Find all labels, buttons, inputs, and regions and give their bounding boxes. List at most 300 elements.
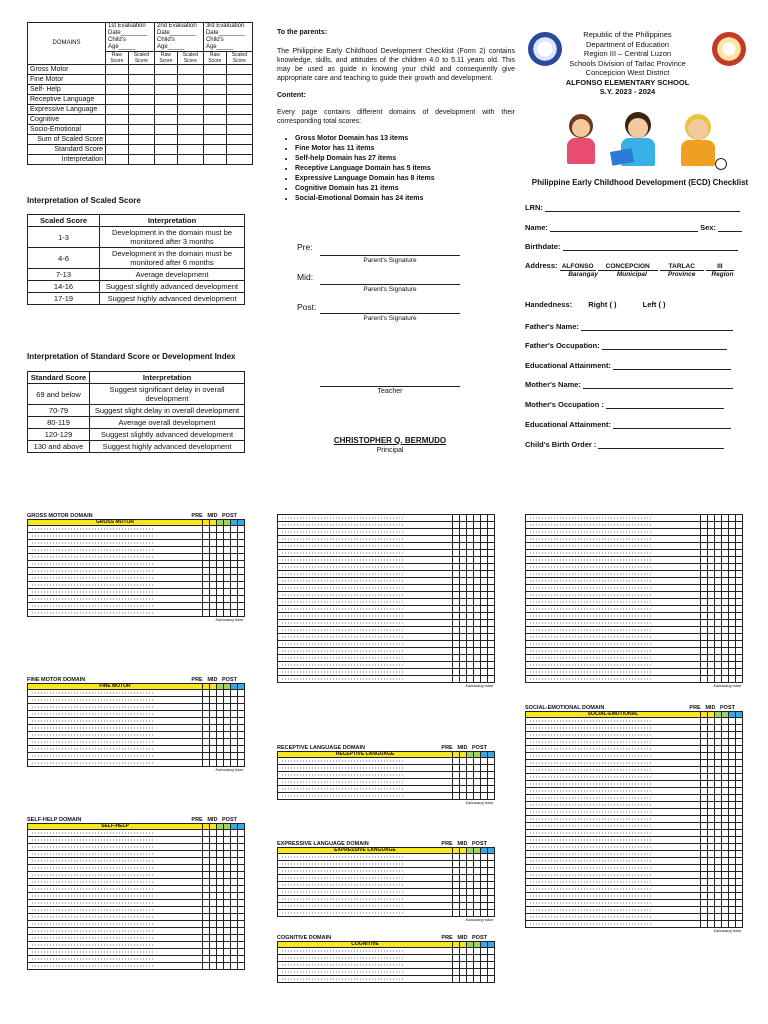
- score-cell[interactable]: [453, 627, 460, 634]
- score-cell[interactable]: [217, 893, 224, 900]
- score-cell[interactable]: [460, 543, 467, 550]
- score-cell[interactable]: [217, 942, 224, 949]
- score-cell[interactable]: [729, 585, 736, 592]
- score-cell[interactable]: [203, 879, 210, 886]
- score-cell[interactable]: [467, 522, 474, 529]
- score-cell[interactable]: [708, 515, 715, 522]
- score-cell[interactable]: [203, 900, 210, 907]
- score-cell[interactable]: [460, 889, 467, 896]
- score-cell[interactable]: [460, 585, 467, 592]
- score-cell[interactable]: [701, 767, 708, 774]
- score-cell[interactable]: [217, 732, 224, 739]
- score-cell[interactable]: [736, 543, 743, 550]
- score-cell[interactable]: [708, 613, 715, 620]
- score-cell[interactable]: [203, 575, 210, 582]
- score-cell[interactable]: [474, 676, 481, 683]
- score-cell[interactable]: [708, 781, 715, 788]
- score-cell[interactable]: [488, 882, 495, 889]
- score-cell[interactable]: [715, 823, 722, 830]
- score-cell[interactable]: [729, 893, 736, 900]
- score-cell[interactable]: [488, 655, 495, 662]
- score-cell[interactable]: [722, 613, 729, 620]
- score-cell[interactable]: [460, 564, 467, 571]
- score-cell[interactable]: [736, 921, 743, 928]
- score-cell[interactable]: [203, 893, 210, 900]
- score-cell[interactable]: [488, 910, 495, 917]
- score-cell[interactable]: [708, 529, 715, 536]
- score-cell[interactable]: [701, 907, 708, 914]
- score-cell[interactable]: [722, 648, 729, 655]
- score-cell[interactable]: [231, 900, 238, 907]
- score-cell[interactable]: [722, 543, 729, 550]
- score-cell[interactable]: [474, 543, 481, 550]
- score-cell[interactable]: [453, 868, 460, 875]
- score-cell[interactable]: [467, 903, 474, 910]
- score-cell[interactable]: [481, 676, 488, 683]
- score-cell[interactable]: [210, 858, 217, 865]
- score-cell[interactable]: [210, 732, 217, 739]
- score-cell[interactable]: [238, 851, 245, 858]
- score-cell[interactable]: [715, 543, 722, 550]
- score-cell[interactable]: [715, 606, 722, 613]
- score-cell[interactable]: [708, 830, 715, 837]
- score-cell[interactable]: [488, 854, 495, 861]
- score-cell[interactable]: [224, 732, 231, 739]
- score-cell[interactable]: [481, 620, 488, 627]
- score-cell[interactable]: [736, 585, 743, 592]
- score-cell[interactable]: [736, 795, 743, 802]
- score-cell[interactable]: [736, 676, 743, 683]
- score-cell[interactable]: [460, 634, 467, 641]
- score-cell[interactable]: [203, 732, 210, 739]
- score-cell[interactable]: [481, 585, 488, 592]
- score-cell[interactable]: [481, 889, 488, 896]
- score-cell[interactable]: [736, 564, 743, 571]
- score-cell[interactable]: [238, 844, 245, 851]
- score-cell[interactable]: [217, 690, 224, 697]
- score-cell[interactable]: [474, 779, 481, 786]
- score-cell[interactable]: [460, 648, 467, 655]
- score-cell[interactable]: [203, 697, 210, 704]
- score-cell[interactable]: [231, 575, 238, 582]
- score-cell[interactable]: [460, 896, 467, 903]
- score-cell[interactable]: [715, 879, 722, 886]
- score-cell[interactable]: [217, 533, 224, 540]
- score-cell[interactable]: [715, 522, 722, 529]
- score-cell[interactable]: [488, 786, 495, 793]
- score-cell[interactable]: [231, 907, 238, 914]
- score-cell[interactable]: [474, 903, 481, 910]
- score-cell[interactable]: [224, 935, 231, 942]
- score-cell[interactable]: [453, 606, 460, 613]
- score-cell[interactable]: [701, 585, 708, 592]
- score-cell[interactable]: [715, 536, 722, 543]
- score-cell[interactable]: [224, 575, 231, 582]
- score-cell[interactable]: [203, 837, 210, 844]
- score-cell[interactable]: [474, 571, 481, 578]
- score-cell[interactable]: [238, 956, 245, 963]
- score-cell[interactable]: [736, 634, 743, 641]
- score-cell[interactable]: [217, 844, 224, 851]
- score-cell[interactable]: [708, 606, 715, 613]
- score-cell[interactable]: [708, 858, 715, 865]
- score-cell[interactable]: [715, 914, 722, 921]
- score-cell[interactable]: [708, 851, 715, 858]
- score-cell[interactable]: [736, 655, 743, 662]
- score-cell[interactable]: [224, 554, 231, 561]
- score-cell[interactable]: [238, 865, 245, 872]
- score-cell[interactable]: [488, 875, 495, 882]
- score-cell[interactable]: [722, 676, 729, 683]
- score-cell[interactable]: [224, 956, 231, 963]
- score-cell[interactable]: [701, 788, 708, 795]
- score-cell[interactable]: [722, 802, 729, 809]
- score-cell[interactable]: [203, 844, 210, 851]
- score-cell[interactable]: [722, 781, 729, 788]
- score-cell[interactable]: [460, 882, 467, 889]
- score-cell[interactable]: [715, 648, 722, 655]
- score-cell[interactable]: [722, 620, 729, 627]
- score-cell[interactable]: [224, 886, 231, 893]
- score-cell[interactable]: [238, 554, 245, 561]
- score-cell[interactable]: [238, 900, 245, 907]
- score-cell[interactable]: [210, 690, 217, 697]
- score-cell[interactable]: [217, 547, 224, 554]
- score-cell[interactable]: [488, 793, 495, 800]
- score-cell[interactable]: [217, 575, 224, 582]
- score-cell[interactable]: [701, 823, 708, 830]
- score-cell[interactable]: [736, 865, 743, 872]
- score-cell[interactable]: [722, 606, 729, 613]
- score-cell[interactable]: [474, 955, 481, 962]
- score-cell[interactable]: [729, 620, 736, 627]
- score-cell[interactable]: [203, 711, 210, 718]
- score-cell[interactable]: [217, 760, 224, 767]
- score-cell[interactable]: [460, 772, 467, 779]
- score-cell[interactable]: [474, 854, 481, 861]
- score-cell[interactable]: [722, 515, 729, 522]
- score-cell[interactable]: [488, 648, 495, 655]
- score-cell[interactable]: [722, 739, 729, 746]
- score-cell[interactable]: [231, 561, 238, 568]
- score-cell[interactable]: [453, 861, 460, 868]
- score-cell[interactable]: [210, 561, 217, 568]
- score-cell[interactable]: [210, 760, 217, 767]
- score-cell[interactable]: [701, 606, 708, 613]
- score-cell[interactable]: [701, 529, 708, 536]
- score-cell[interactable]: [701, 795, 708, 802]
- score-cell[interactable]: [722, 795, 729, 802]
- right-option[interactable]: Right ( ): [588, 300, 617, 309]
- score-cell[interactable]: [729, 788, 736, 795]
- score-cell[interactable]: [467, 543, 474, 550]
- score-cell[interactable]: [715, 585, 722, 592]
- score-cell[interactable]: [708, 641, 715, 648]
- score-cell[interactable]: [217, 928, 224, 935]
- score-cell[interactable]: [224, 697, 231, 704]
- score-cell[interactable]: [729, 795, 736, 802]
- score-cell[interactable]: [481, 536, 488, 543]
- score-cell[interactable]: [701, 557, 708, 564]
- score-cell[interactable]: [708, 543, 715, 550]
- score-cell[interactable]: [453, 854, 460, 861]
- score-cell[interactable]: [736, 648, 743, 655]
- score-cell[interactable]: [453, 585, 460, 592]
- score-cell[interactable]: [488, 543, 495, 550]
- score-cell[interactable]: [715, 627, 722, 634]
- score-cell[interactable]: [729, 746, 736, 753]
- score-cell[interactable]: [210, 907, 217, 914]
- score-cell[interactable]: [203, 760, 210, 767]
- score-cell[interactable]: [467, 606, 474, 613]
- score-cell[interactable]: [210, 893, 217, 900]
- score-cell[interactable]: [701, 725, 708, 732]
- score-cell[interactable]: [488, 571, 495, 578]
- score-cell[interactable]: [224, 907, 231, 914]
- score-cell[interactable]: [488, 578, 495, 585]
- score-cell[interactable]: [488, 634, 495, 641]
- score-cell[interactable]: [715, 921, 722, 928]
- score-cell[interactable]: [722, 851, 729, 858]
- score-cell[interactable]: [488, 606, 495, 613]
- score-cell[interactable]: [736, 830, 743, 837]
- score-cell[interactable]: [722, 634, 729, 641]
- score-cell[interactable]: [481, 571, 488, 578]
- score-cell[interactable]: [722, 879, 729, 886]
- score-cell[interactable]: [488, 620, 495, 627]
- score-cell[interactable]: [701, 781, 708, 788]
- score-cell[interactable]: [722, 557, 729, 564]
- score-cell[interactable]: [701, 620, 708, 627]
- score-cell[interactable]: [722, 816, 729, 823]
- score-cell[interactable]: [238, 603, 245, 610]
- score-cell[interactable]: [488, 779, 495, 786]
- score-cell[interactable]: [217, 711, 224, 718]
- score-cell[interactable]: [231, 732, 238, 739]
- score-cell[interactable]: [210, 886, 217, 893]
- score-cell[interactable]: [210, 935, 217, 942]
- score-cell[interactable]: [722, 893, 729, 900]
- score-cell[interactable]: [460, 522, 467, 529]
- score-cell[interactable]: [238, 547, 245, 554]
- score-cell[interactable]: [474, 861, 481, 868]
- score-cell[interactable]: [210, 956, 217, 963]
- score-cell[interactable]: [238, 879, 245, 886]
- score-cell[interactable]: [217, 949, 224, 956]
- score-cell[interactable]: [715, 816, 722, 823]
- score-cell[interactable]: [729, 515, 736, 522]
- score-cell[interactable]: [453, 564, 460, 571]
- score-cell[interactable]: [467, 962, 474, 969]
- score-cell[interactable]: [217, 914, 224, 921]
- score-cell[interactable]: [722, 865, 729, 872]
- score-cell[interactable]: [238, 732, 245, 739]
- score-cell[interactable]: [474, 772, 481, 779]
- score-cell[interactable]: [708, 802, 715, 809]
- score-cell[interactable]: [203, 753, 210, 760]
- score-cell[interactable]: [708, 564, 715, 571]
- score-cell[interactable]: [453, 557, 460, 564]
- score-cell[interactable]: [722, 872, 729, 879]
- score-cell[interactable]: [481, 613, 488, 620]
- score-cell[interactable]: [708, 809, 715, 816]
- score-cell[interactable]: [722, 718, 729, 725]
- score-cell[interactable]: [453, 515, 460, 522]
- score-cell[interactable]: [708, 788, 715, 795]
- score-cell[interactable]: [708, 823, 715, 830]
- score-cell[interactable]: [715, 760, 722, 767]
- score-cell[interactable]: [708, 571, 715, 578]
- score-cell[interactable]: [722, 837, 729, 844]
- score-cell[interactable]: [203, 582, 210, 589]
- score-cell[interactable]: [238, 526, 245, 533]
- score-cell[interactable]: [474, 868, 481, 875]
- score-cell[interactable]: [722, 788, 729, 795]
- score-cell[interactable]: [736, 781, 743, 788]
- score-cell[interactable]: [715, 739, 722, 746]
- score-cell[interactable]: [715, 676, 722, 683]
- score-cell[interactable]: [238, 533, 245, 540]
- score-cell[interactable]: [238, 949, 245, 956]
- score-cell[interactable]: [467, 669, 474, 676]
- score-cell[interactable]: [210, 603, 217, 610]
- score-cell[interactable]: [488, 536, 495, 543]
- score-cell[interactable]: [736, 823, 743, 830]
- score-cell[interactable]: [736, 725, 743, 732]
- score-cell[interactable]: [481, 606, 488, 613]
- score-cell[interactable]: [460, 875, 467, 882]
- score-cell[interactable]: [481, 896, 488, 903]
- score-cell[interactable]: [217, 596, 224, 603]
- score-cell[interactable]: [736, 515, 743, 522]
- score-cell[interactable]: [217, 830, 224, 837]
- score-cell[interactable]: [701, 550, 708, 557]
- score-cell[interactable]: [729, 872, 736, 879]
- score-cell[interactable]: [474, 529, 481, 536]
- score-cell[interactable]: [453, 522, 460, 529]
- score-cell[interactable]: [708, 536, 715, 543]
- score-cell[interactable]: [708, 914, 715, 921]
- score-cell[interactable]: [238, 596, 245, 603]
- score-cell[interactable]: [453, 620, 460, 627]
- score-cell[interactable]: [708, 585, 715, 592]
- score-cell[interactable]: [708, 592, 715, 599]
- score-cell[interactable]: [210, 942, 217, 949]
- score-cell[interactable]: [722, 907, 729, 914]
- score-cell[interactable]: [453, 779, 460, 786]
- score-cell[interactable]: [715, 634, 722, 641]
- score-cell[interactable]: [488, 948, 495, 955]
- score-cell[interactable]: [231, 739, 238, 746]
- score-cell[interactable]: [203, 942, 210, 949]
- score-cell[interactable]: [210, 554, 217, 561]
- score-cell[interactable]: [453, 889, 460, 896]
- score-cell[interactable]: [453, 903, 460, 910]
- score-cell[interactable]: [474, 592, 481, 599]
- score-cell[interactable]: [729, 858, 736, 865]
- name-field[interactable]: [550, 224, 698, 232]
- sex-field[interactable]: [718, 224, 742, 232]
- score-cell[interactable]: [224, 893, 231, 900]
- score-cell[interactable]: [701, 669, 708, 676]
- score-cell[interactable]: [736, 788, 743, 795]
- score-cell[interactable]: [231, 746, 238, 753]
- score-cell[interactable]: [210, 725, 217, 732]
- birth-order-field[interactable]: [598, 441, 724, 449]
- score-cell[interactable]: [460, 662, 467, 669]
- score-cell[interactable]: [238, 886, 245, 893]
- score-cell[interactable]: [453, 962, 460, 969]
- score-cell[interactable]: [231, 610, 238, 617]
- score-cell[interactable]: [729, 837, 736, 844]
- score-cell[interactable]: [701, 879, 708, 886]
- score-cell[interactable]: [467, 536, 474, 543]
- score-cell[interactable]: [474, 882, 481, 889]
- score-cell[interactable]: [715, 830, 722, 837]
- score-cell[interactable]: [488, 903, 495, 910]
- score-cell[interactable]: [453, 641, 460, 648]
- score-cell[interactable]: [203, 886, 210, 893]
- score-cell[interactable]: [708, 746, 715, 753]
- score-cell[interactable]: [224, 865, 231, 872]
- score-cell[interactable]: [238, 697, 245, 704]
- score-cell[interactable]: [453, 882, 460, 889]
- score-cell[interactable]: [736, 599, 743, 606]
- score-cell[interactable]: [736, 592, 743, 599]
- score-cell[interactable]: [467, 854, 474, 861]
- score-cell[interactable]: [708, 900, 715, 907]
- score-cell[interactable]: [736, 550, 743, 557]
- score-cell[interactable]: [474, 515, 481, 522]
- score-cell[interactable]: [224, 690, 231, 697]
- score-cell[interactable]: [701, 893, 708, 900]
- father-name-field[interactable]: [581, 323, 733, 331]
- score-cell[interactable]: [708, 837, 715, 844]
- score-cell[interactable]: [729, 914, 736, 921]
- score-cell[interactable]: [238, 907, 245, 914]
- score-cell[interactable]: [715, 725, 722, 732]
- mother-name-field[interactable]: [583, 381, 733, 389]
- score-cell[interactable]: [210, 739, 217, 746]
- score-cell[interactable]: [715, 774, 722, 781]
- score-cell[interactable]: [474, 627, 481, 634]
- score-cell[interactable]: [715, 872, 722, 879]
- lrn-field[interactable]: [545, 204, 740, 212]
- score-cell[interactable]: [701, 613, 708, 620]
- score-cell[interactable]: [474, 896, 481, 903]
- score-cell[interactable]: [715, 753, 722, 760]
- score-cell[interactable]: [210, 718, 217, 725]
- score-cell[interactable]: [453, 599, 460, 606]
- score-cell[interactable]: [715, 781, 722, 788]
- score-cell[interactable]: [729, 571, 736, 578]
- score-cell[interactable]: [722, 564, 729, 571]
- score-cell[interactable]: [224, 547, 231, 554]
- score-cell[interactable]: [708, 599, 715, 606]
- score-cell[interactable]: [224, 963, 231, 970]
- score-cell[interactable]: [481, 969, 488, 976]
- score-cell[interactable]: [210, 575, 217, 582]
- score-cell[interactable]: [729, 655, 736, 662]
- score-cell[interactable]: [210, 589, 217, 596]
- score-cell[interactable]: [729, 879, 736, 886]
- score-cell[interactable]: [729, 767, 736, 774]
- score-cell[interactable]: [715, 886, 722, 893]
- score-cell[interactable]: [715, 515, 722, 522]
- score-cell[interactable]: [481, 758, 488, 765]
- score-cell[interactable]: [481, 962, 488, 969]
- score-cell[interactable]: [729, 844, 736, 851]
